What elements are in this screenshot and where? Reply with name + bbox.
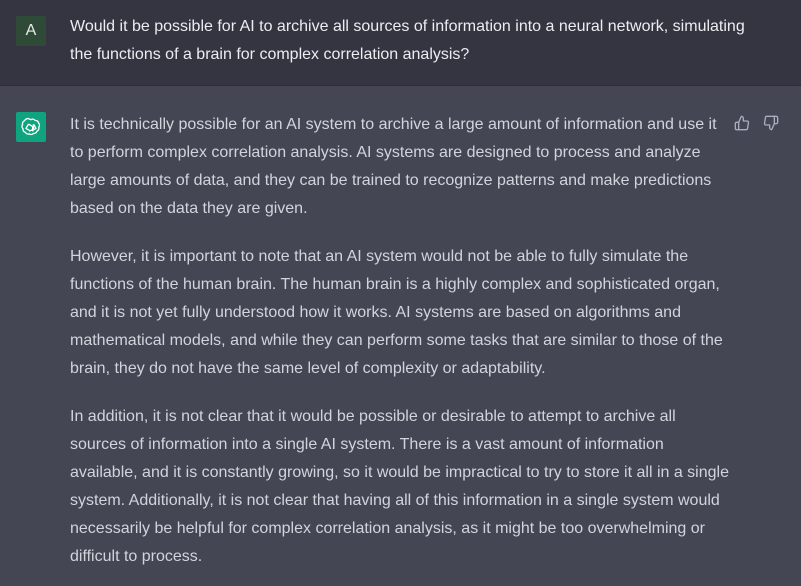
- thumbs-up-button[interactable]: [733, 114, 751, 132]
- assistant-paragraph-1: It is technically possible for an AI system to archive a large amount of information and use it to perform complex correlation analysis. AI systems are designed to process and analyze large amounts of data, and they can be trained to recognize patterns and make predictions based on the data they are given.: [70, 116, 717, 217]
- user-avatar: A: [16, 16, 46, 46]
- thumbs-down-icon: [763, 115, 779, 131]
- assistant-paragraph-2: However, it is important to note that an AI system would not be able to fully simulate the functions of the human brain. The human brain is a highly complex and sophisticated organ, and it is not yet fully understood how it works. AI systems are based on algorithms and mathematical models, and while they can perform some tasks that are similar to those of the brain, they do not have the same level of complexity or adaptability.: [70, 248, 723, 377]
- thumbs-down-button[interactable]: [762, 114, 780, 132]
- assistant-paragraph-3: In addition, it is not clear that it would be possible or desirable to attempt to archive all sources of information into a single AI system. There is a vast amount of information available, and it is constantly growing, so it would be impractical to try to store it all in a single system. Additionally, it is not clear that having all of this information in a single system would necessarily be helpful for complex correlation analysis, as it might be too overwhelming or difficult to process.: [70, 408, 729, 565]
- user-message-text: Would it be possible for AI to archive all sources of information into a neural network, simulating the functions of a brain for complex correlation analysis?: [70, 18, 745, 63]
- assistant-message-body: [70, 111, 730, 586]
- openai-logo-icon: [16, 112, 46, 142]
- thumbs-up-icon: [734, 115, 750, 131]
- user-message-row: [0, 0, 801, 86]
- assistant-message-row: [0, 86, 801, 586]
